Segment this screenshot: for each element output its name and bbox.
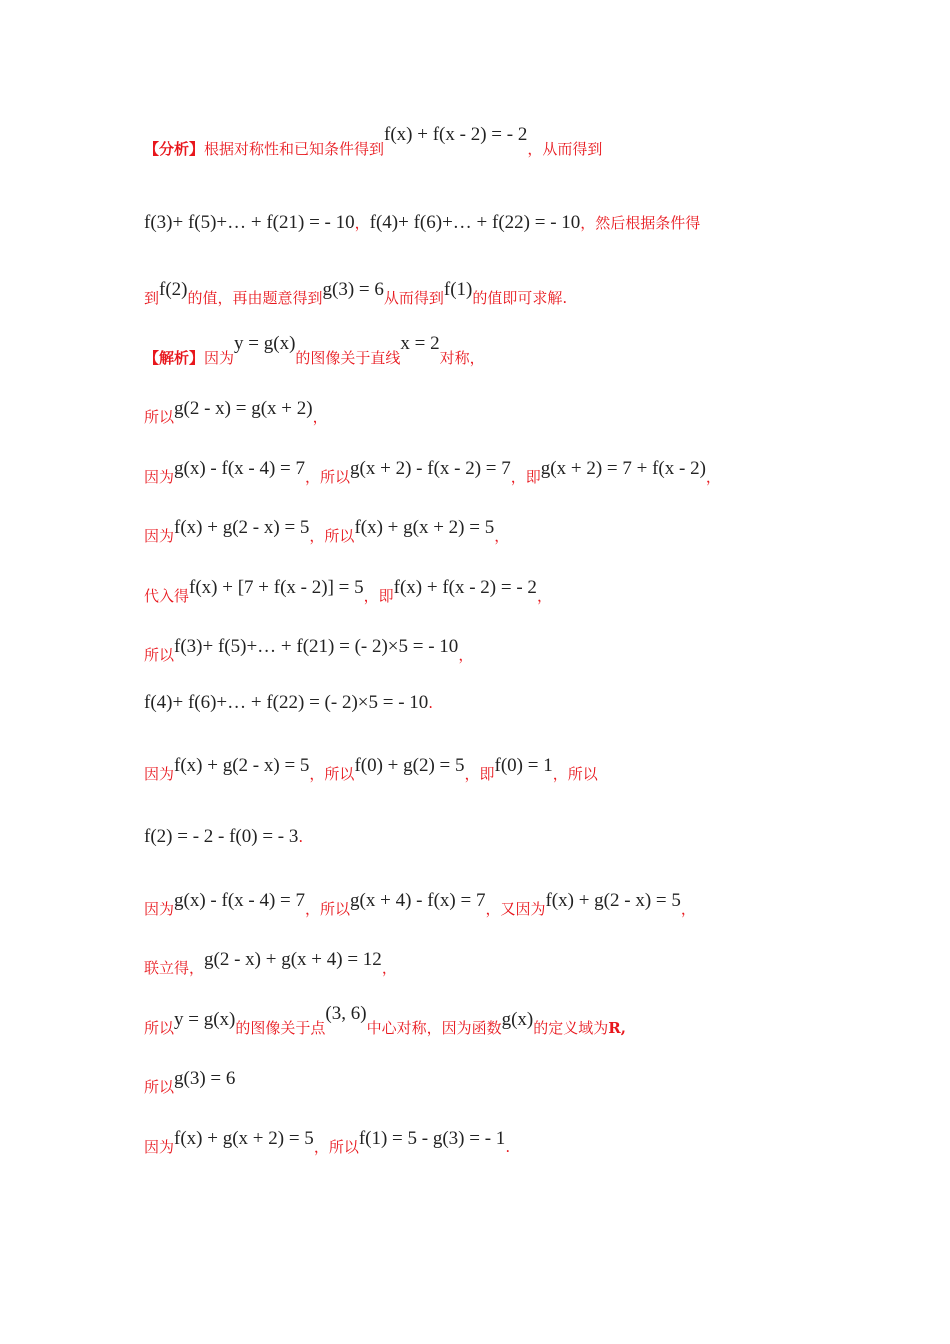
text-segment: 因为 — [144, 900, 175, 918]
math-expression: f(x) + g(2 - x) = 5 — [174, 755, 310, 776]
text-segment: ， — [680, 900, 696, 918]
text-segment: ，然后根据条件得 — [580, 214, 701, 232]
solution-line-13 — [144, 1068, 236, 1098]
text-segment: ，又因为 — [485, 900, 546, 918]
math-expression: g(3) = 6 — [322, 279, 384, 300]
solution-line-2 — [144, 398, 328, 428]
text-segment: 因为 — [144, 527, 175, 545]
solution-line-8 — [144, 755, 598, 785]
text-segment: 因为 — [144, 765, 175, 783]
math-expression: x = 2 — [400, 333, 440, 354]
math-expression: f(x) + [7 + f(x - 2)] = 5 — [189, 577, 364, 598]
text-segment: . — [428, 694, 434, 712]
text-segment: . — [298, 828, 304, 846]
text-segment: 所以 — [144, 646, 175, 664]
solution-line-6 — [144, 636, 474, 666]
text-segment: ， — [705, 468, 721, 486]
text-segment: 所以 — [144, 1019, 175, 1037]
math-expression: f(x) + g(x + 2) = 5 — [174, 1128, 314, 1149]
math-expression: g(x) - f(x - 4) = 7 — [174, 890, 306, 911]
text-segment: 【解析】 — [144, 349, 205, 367]
text-segment: ，所以 — [309, 765, 355, 783]
math-expression: f(x) + f(x - 2) = - 2 — [393, 577, 537, 598]
text-segment: ， — [536, 587, 552, 605]
text-segment: . — [505, 1138, 511, 1156]
text-segment: ，所以 — [305, 468, 351, 486]
math-expression: g(x) — [501, 1009, 534, 1030]
analysis-line-3 — [144, 279, 568, 309]
text-segment: 的图像关于直线 — [295, 349, 401, 367]
text-segment: 联立得， — [144, 959, 205, 977]
math-expression: f(x) + g(x + 2) = 5 — [354, 517, 495, 538]
math-expression: y = g(x) — [174, 1009, 236, 1030]
math-expression: f(3)+ f(5)+… + f(21) = - 10 — [144, 212, 355, 233]
text-segment: ，即 — [510, 468, 541, 486]
math-expression: g(x + 4) - f(x) = 7 — [350, 890, 486, 911]
math-expression: g(2 - x) = g(x + 2) — [174, 398, 313, 419]
math-expression: g(x) - f(x - 4) = 7 — [174, 458, 306, 479]
solution-line-14 — [144, 1128, 511, 1158]
math-expression: g(x + 2) - f(x - 2) = 7 — [350, 458, 511, 479]
text-segment: ， — [458, 646, 474, 664]
text-segment: R, — [608, 1019, 626, 1037]
solution-line-11 — [144, 949, 397, 979]
text-segment: ，即 — [363, 587, 394, 605]
solution-line-9 — [144, 826, 303, 848]
text-segment: ，所以 — [313, 1138, 359, 1156]
text-segment: ，从而得到 — [527, 140, 603, 158]
text-segment: 根据对称性和已知条件得到 — [204, 140, 385, 158]
text-segment: ， — [494, 527, 510, 545]
text-segment: 因为 — [144, 1138, 175, 1156]
solution-line-1 — [144, 333, 485, 369]
math-expression: g(x + 2) = 7 + f(x - 2) — [540, 458, 706, 479]
text-segment: 【分析】 — [144, 140, 205, 158]
math-expression: f(3)+ f(5)+… + f(21) = (- 2)×5 = - 10 — [174, 636, 459, 657]
math-expression: g(2 - x) + g(x + 4) = 12 — [204, 949, 382, 970]
analysis-line-2 — [144, 212, 700, 234]
text-segment: ，即 — [464, 765, 495, 783]
text-segment: ，所以 — [552, 765, 598, 783]
math-expression: f(x) + g(2 - x) = 5 — [545, 890, 681, 911]
math-expression: g(3) = 6 — [174, 1068, 236, 1089]
math-expression: f(1) = 5 - g(3) = - 1 — [358, 1128, 506, 1149]
text-segment: 对称， — [439, 349, 485, 367]
text-segment: ，所以 — [305, 900, 351, 918]
text-segment: 所以 — [144, 1078, 175, 1096]
text-segment: 从而得到 — [383, 289, 444, 307]
text-segment: 所以 — [144, 408, 175, 426]
text-segment: 中心对称，因为函数 — [366, 1019, 502, 1037]
math-expression: f(4)+ f(6)+… + f(22) = - 10 — [369, 212, 581, 233]
text-segment: 因为 — [204, 349, 235, 367]
solution-line-10 — [144, 890, 696, 920]
text-segment: ，所以 — [309, 527, 355, 545]
math-expression: f(4)+ f(6)+… + f(22) = (- 2)×5 = - 10 — [144, 692, 429, 713]
math-expression: f(0) = 1 — [494, 755, 553, 776]
text-segment: 代入得 — [144, 587, 190, 605]
math-expression: f(x) + f(x - 2) = - 2 — [384, 124, 528, 145]
text-segment: 因为 — [144, 468, 175, 486]
analysis-line-1 — [144, 124, 603, 160]
solution-line-5 — [144, 577, 552, 607]
math-expression: f(0) + g(2) = 5 — [354, 755, 465, 776]
solution-line-3 — [144, 458, 721, 488]
text-segment: ， — [354, 214, 370, 232]
text-segment: 的值，再由题意得到 — [187, 289, 323, 307]
solution-line-7 — [144, 692, 433, 714]
text-segment: ， — [312, 408, 328, 426]
text-segment: 的值即可求解. — [472, 289, 568, 307]
math-expression: y = g(x) — [234, 333, 296, 354]
math-expression: f(1) — [443, 279, 473, 300]
math-expression: (3, 6) — [325, 1003, 367, 1024]
text-segment: 的定义域为 — [533, 1019, 609, 1037]
text-segment: 的图像关于点 — [235, 1019, 326, 1037]
math-expression: f(2) = - 2 - f(0) = - 3 — [144, 826, 299, 847]
text-segment: 到 — [144, 289, 160, 307]
math-expression: f(2) — [159, 279, 188, 300]
text-segment: ， — [381, 959, 397, 977]
solution-line-12 — [144, 1003, 626, 1039]
solution-line-4 — [144, 517, 510, 547]
math-expression: f(x) + g(2 - x) = 5 — [174, 517, 310, 538]
